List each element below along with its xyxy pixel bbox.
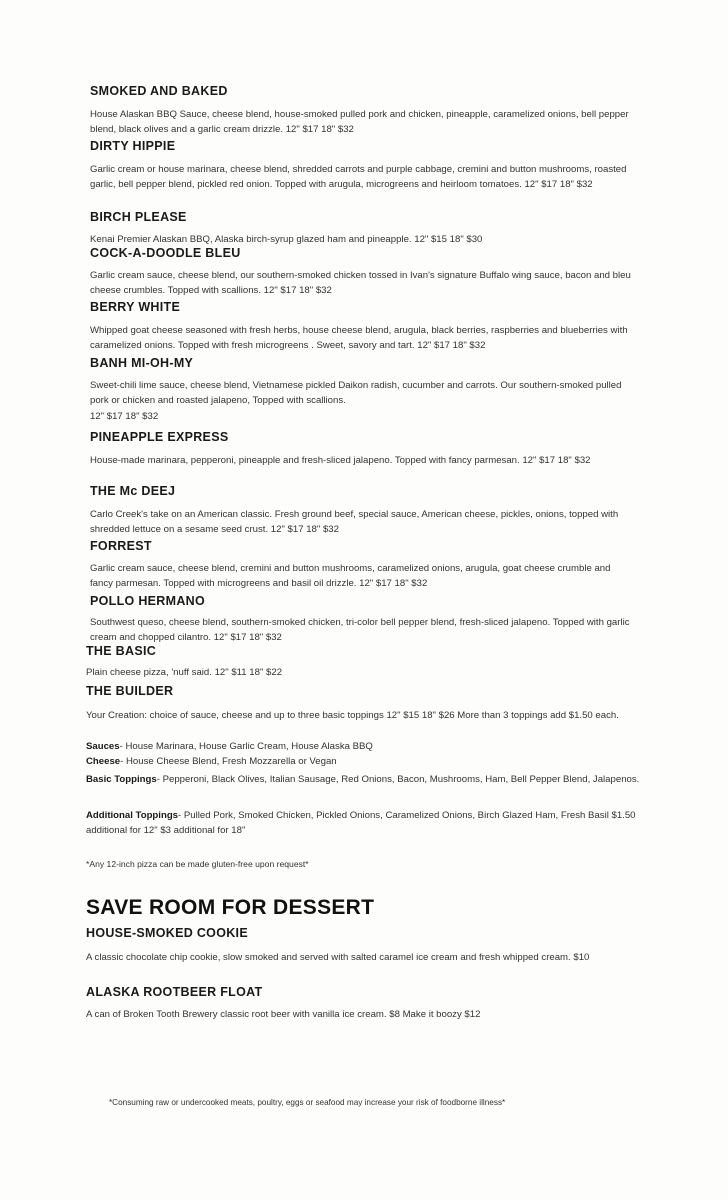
builder-option-label: Additional Toppings xyxy=(86,810,179,821)
builder-option-text: - Pepperoni, Black Olives, Italian Sausage, Red Onions, Bacon, Mushrooms, Ham, Bell Pepper Blend, Jalapenos. xyxy=(156,774,640,785)
pizza-description: Your Creation: choice of sauce, cheese and up to three basic toppings 12" $15 18" $26 More than 3 toppings add $1.50 each. xyxy=(86,710,619,721)
dessert-description: A classic chocolate chip cookie, slow smoked and served with salted caramel ice cream and fresh whipped cream. $10 xyxy=(86,952,590,963)
pizza-description: House-made marinara, pepperoni, pineapple and fresh-sliced jalapeno. Topped with fancy parmesan. 12" $17 18" $32 xyxy=(90,455,591,466)
pizza-title: BERRY WHITE xyxy=(90,300,181,314)
pizza-title: FORREST xyxy=(90,539,152,553)
pizza-description: Whipped goat cheese seasoned with fresh herbs, house cheese blend, arugula, black berries, raspberries and blueberries with caramelized onions. Topped with fresh microgreens . Sweet, savory and tart. 12" $17 18" $32 xyxy=(90,325,628,351)
dessert-title: ALASKA ROOTBEER FLOAT xyxy=(86,985,263,999)
pizza-title: COCK-A-DOODLE BLEU xyxy=(90,246,241,260)
foodborne-illness-disclaimer: *Consuming raw or undercooked meats, poultry, eggs or seafood may increase your risk of foodborne illness* xyxy=(109,1098,506,1107)
pizza-description: Plain cheese pizza, 'nuff said. 12" $11 18" $22 xyxy=(86,667,283,678)
builder-option xyxy=(86,739,642,754)
builder-option xyxy=(86,808,642,838)
pizza-title: BIRCH PLEASE xyxy=(90,210,187,224)
pizza-title: BANH MI-OH-MY xyxy=(90,356,194,370)
pizza-description: Southwest queso, cheese blend, southern-smoked chicken, tri-color bell pepper blend, fresh-sliced jalapeno. Topped with garlic cream and chopped cilantro. 12" $17 18" $32 xyxy=(90,617,630,643)
builder-option-label: Sauces xyxy=(86,741,120,752)
pizza-price: 12" $17 18" $32 xyxy=(90,411,159,422)
builder-option-label: Cheese xyxy=(86,756,121,767)
pizza-title: PINEAPPLE EXPRESS xyxy=(90,430,229,444)
pizza-title: DIRTY HIPPIE xyxy=(90,139,176,153)
builder-option-text: - Pulled Pork, Smoked Chicken, Pickled Onions, Caramelized Onions, Birch Glazed Ham, Fresh Basil $1.50 additional for 12" $3 additional for 18" xyxy=(86,810,636,836)
pizza-description: Sweet-chili lime sauce, cheese blend, Vietnamese pickled Daikon radish, cucumber and carrots. Our southern-smoked pulled pork or chicken and roasted jalapeno, Topped with scallions. xyxy=(90,380,622,406)
pizza-description: Garlic cream sauce, cheese blend, our southern-smoked chicken tossed in Ivan's signature Buffalo wing sauce, bacon and bleu cheese crumbles. Topped with scallions. 12" $17 18" $32 xyxy=(90,270,631,296)
pizza-title: THE Mc DEEJ xyxy=(90,484,176,498)
dessert-title: HOUSE-SMOKED COOKIE xyxy=(86,926,248,940)
pizza-description: House Alaskan BBQ Sauce, cheese blend, house-smoked pulled pork and chicken, pineapple, caramelized onions, bell pepper blend, black olives and a garlic cream drizzle. 12" $17 18" $32 xyxy=(90,109,629,135)
builder-option xyxy=(86,754,642,769)
pizza-title: POLLO HERMANO xyxy=(90,594,206,608)
dessert-heading: SAVE ROOM FOR DESSERT xyxy=(86,896,375,919)
builder-option-text: - House Marinara, House Garlic Cream, House Alaska BBQ xyxy=(119,741,373,752)
dessert-description: A can of Broken Tooth Brewery classic root beer with vanilla ice cream. $8 Make it boozy $12 xyxy=(86,1009,481,1020)
pizza-title: SMOKED AND BAKED xyxy=(90,84,228,98)
builder-option-label: Basic Toppings xyxy=(86,774,157,785)
pizza-description: Garlic cream sauce, cheese blend, cremini and button mushrooms, caramelized onions, arugula, goat cheese crumble and fancy parmesan. Topped with microgreens and basil oil drizzle. 12" $17 18" $32 xyxy=(90,563,611,589)
pizza-description: Garlic cream or house marinara, cheese blend, shredded carrots and purple cabbage, cremini and button mushrooms, roasted garlic, bell pepper blend, pickled red onion. Topped with arugula, microgreens and heirloom tomatoes. 12" $17 18" $32 xyxy=(90,164,627,190)
builder-option xyxy=(86,772,642,787)
pizza-description: Carlo Creek's take on an American classic. Fresh ground beef, special sauce, American cheese, pickles, onions, topped with shredded lettuce on a sesame seed crust. 12" $17 18" $32 xyxy=(90,509,619,535)
pizza-description: Kenai Premier Alaskan BBQ, Alaska birch-syrup glazed ham and pineapple. 12" $15 18" $30 xyxy=(90,234,483,245)
pizza-title: THE BUILDER xyxy=(86,684,174,698)
gluten-free-note: *Any 12-inch pizza can be made gluten-free upon request* xyxy=(86,859,309,869)
builder-option-text: - House Cheese Blend, Fresh Mozzarella or Vegan xyxy=(120,756,337,767)
pizza-title: THE BASIC xyxy=(86,644,157,658)
